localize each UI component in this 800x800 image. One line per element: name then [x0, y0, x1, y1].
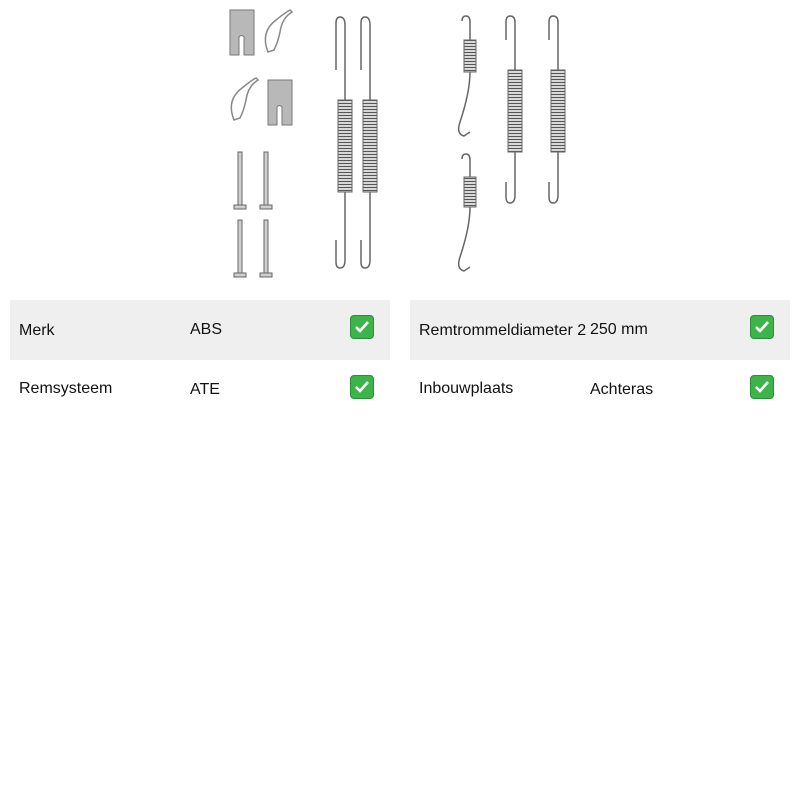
check-mark-icon: [750, 315, 774, 339]
spec-label: Remsysteem: [19, 380, 113, 397]
spec-label: Merk: [19, 322, 55, 339]
spec-value: Achteras: [590, 381, 654, 398]
spec-label: Inbouwplaats: [419, 380, 514, 397]
brake-spring-kit-illustration: [220, 0, 590, 285]
spec-value: 250 mm: [590, 321, 648, 338]
product-image: [220, 0, 590, 285]
spec-value: ABS: [190, 321, 223, 338]
spec-table-left: [10, 300, 390, 420]
spec-row-remsysteem: [10, 360, 390, 420]
check-mark-icon: [750, 375, 774, 399]
check-mark-icon: [350, 375, 374, 399]
spec-label: Remtrommeldiameter 2: [419, 322, 587, 339]
spec-row-remtrommeldiameter: [410, 300, 790, 360]
spec-table-right: [410, 300, 790, 420]
spec-row-inbouwplaats: [410, 360, 790, 420]
spec-row-merk: [10, 300, 390, 360]
spec-value: ATE: [190, 381, 220, 398]
check-mark-icon: [350, 315, 374, 339]
